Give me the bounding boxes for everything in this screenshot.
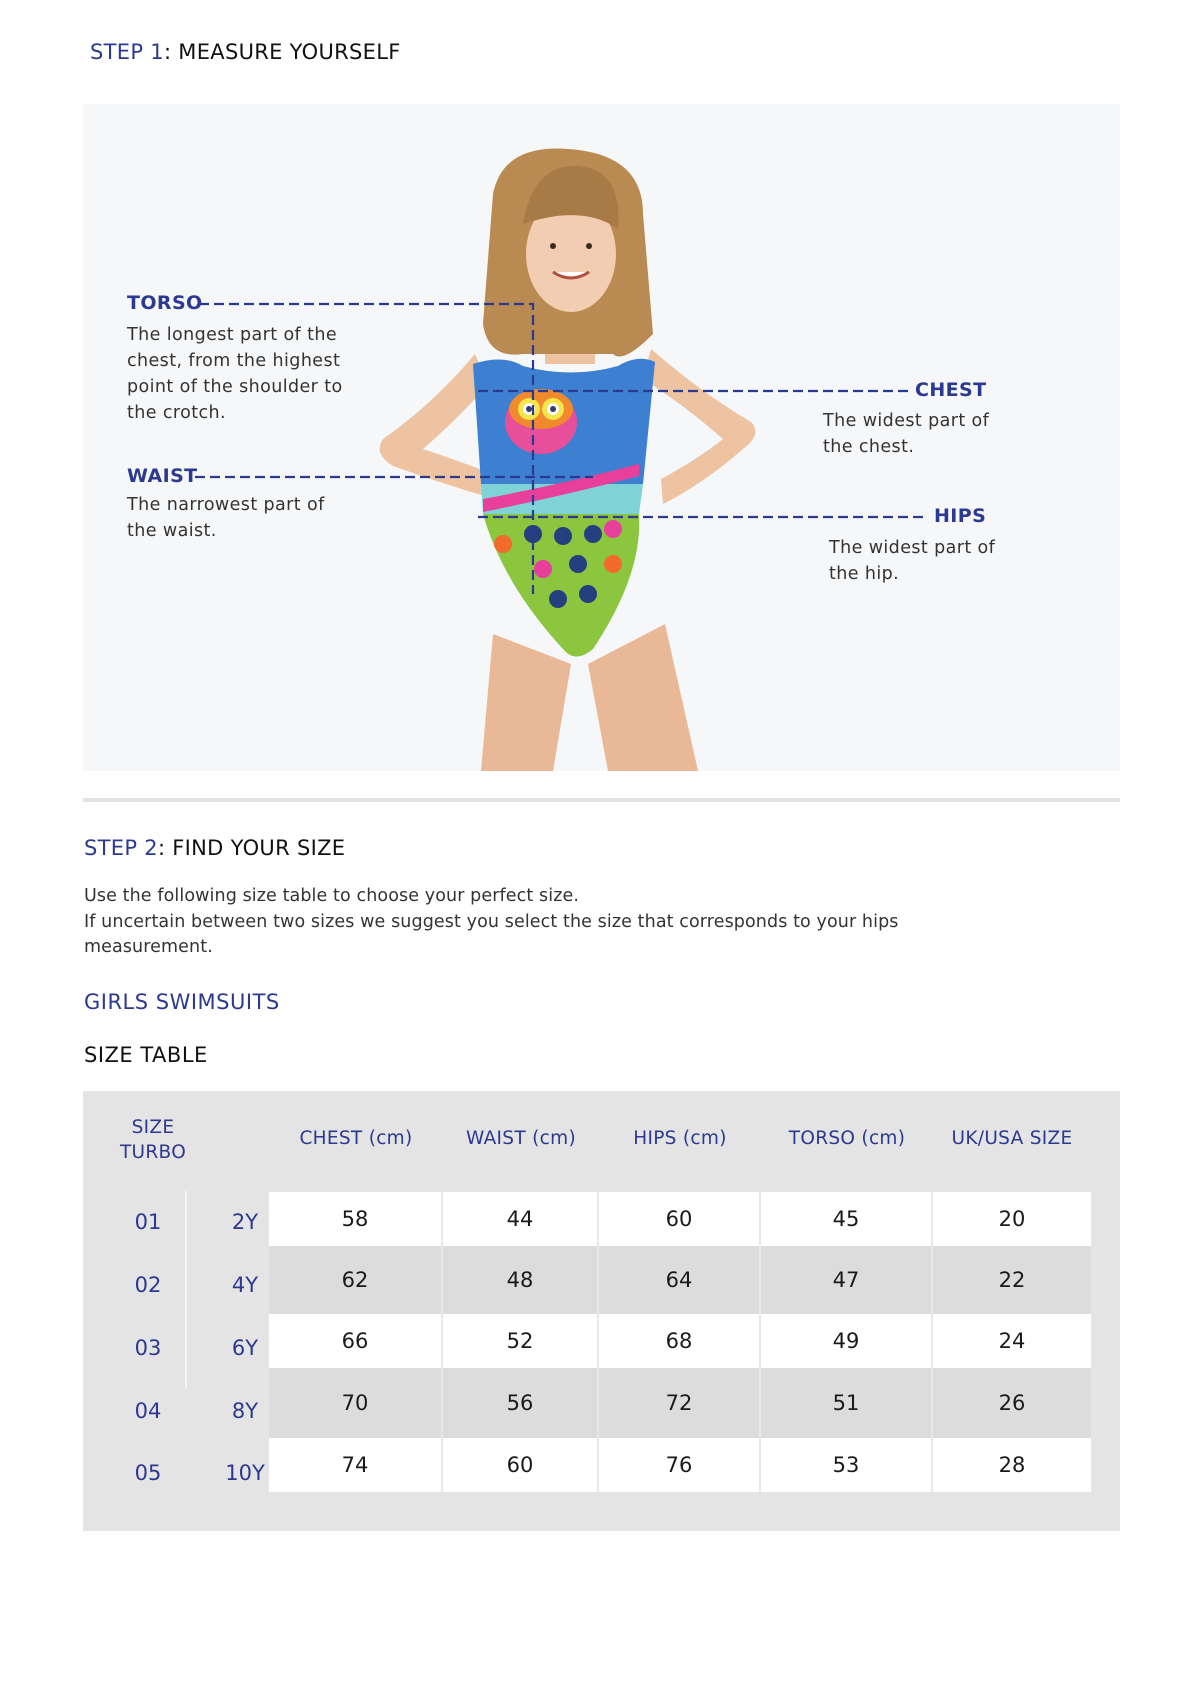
cell-torso: 49 — [761, 1314, 933, 1368]
cell-hips: 68 — [599, 1314, 761, 1368]
row-size-id: 05 — [134, 1461, 162, 1485]
instruction-line-1: Use the following size table to choose your perfect size. — [84, 886, 580, 906]
cell-torso: 47 — [761, 1246, 933, 1314]
header-size-turbo — [103, 1115, 203, 1165]
row-size-age: 10Y — [225, 1461, 265, 1485]
chest-description: The widest part of the chest. — [823, 411, 990, 457]
row-size-id: 02 — [134, 1273, 162, 1297]
cell-uk-usa: 24 — [998, 1329, 1026, 1353]
header-waist: WAIST (cm) — [466, 1128, 576, 1149]
hips-description: The widest part of the hip. — [829, 538, 996, 584]
product-category-heading: GIRLS SWIMSUITS — [84, 990, 280, 1014]
measurement-figure — [83, 104, 1120, 771]
table-row — [269, 1314, 1091, 1368]
cell-torso: 45 — [761, 1192, 933, 1246]
cell-waist: 48 — [443, 1246, 599, 1314]
hips-label: HIPS — [934, 505, 987, 527]
step-1-text: : MEASURE YOURSELF — [163, 40, 401, 64]
instruction-line-2: If uncertain between two sizes we suggest you select the size that corresponds to your hips measurement. — [84, 911, 899, 957]
step-2-text: : FIND YOUR SIZE — [157, 836, 346, 860]
row-size-id: 01 — [134, 1210, 162, 1234]
torso-description: The longest part of the chest, from the highest point of the shoulder to the crotch. — [127, 325, 343, 423]
row-size-age: 2Y — [231, 1210, 259, 1234]
cell-waist: 44 — [443, 1192, 599, 1246]
size-table — [83, 1091, 1120, 1531]
section-divider — [83, 798, 1120, 802]
cell-chest: 62 — [269, 1246, 443, 1314]
cell-chest: 74 — [269, 1438, 443, 1492]
row-size-id: 03 — [134, 1336, 162, 1360]
cell-waist: 60 — [443, 1438, 599, 1492]
cell-waist: 52 — [443, 1314, 599, 1368]
size-instructions — [84, 884, 984, 961]
header-size-line2: TURBO — [119, 1142, 187, 1163]
header-uk-usa-size: UK/USA SIZE — [951, 1128, 1073, 1149]
torso-label: TORSO — [127, 292, 203, 314]
cell-chest: 58 — [269, 1192, 443, 1246]
table-row — [269, 1368, 1091, 1438]
step-1-title — [90, 40, 401, 64]
step-2-title — [84, 836, 345, 860]
row-size-age: 4Y — [231, 1273, 259, 1297]
cell-torso: 51 — [761, 1368, 933, 1438]
cell-uk-usa: 28 — [998, 1453, 1026, 1477]
waist-description: The narrowest part of the waist. — [127, 495, 325, 541]
header-chest: CHEST (cm) — [299, 1128, 413, 1149]
chest-label: CHEST — [915, 379, 987, 401]
header-torso: TORSO (cm) — [788, 1128, 906, 1149]
cell-waist: 56 — [443, 1368, 599, 1438]
step-1-number: STEP 1 — [90, 40, 164, 64]
cell-hips: 60 — [599, 1192, 761, 1246]
cell-hips: 64 — [599, 1246, 761, 1314]
waist-label: WAIST — [127, 465, 198, 487]
row-size-id: 04 — [134, 1399, 162, 1423]
size-table-heading: SIZE TABLE — [84, 1043, 208, 1067]
cell-hips: 76 — [599, 1438, 761, 1492]
header-hips: HIPS (cm) — [633, 1128, 727, 1149]
cell-uk-usa: 22 — [998, 1268, 1026, 1292]
table-row — [269, 1246, 1091, 1314]
cell-hips: 72 — [599, 1368, 761, 1438]
cell-torso: 53 — [761, 1438, 933, 1492]
table-row — [269, 1192, 1091, 1246]
cell-uk-usa: 20 — [998, 1207, 1026, 1231]
table-row — [269, 1438, 1091, 1492]
step-2-number: STEP 2 — [84, 836, 158, 860]
header-size-line1: SIZE — [131, 1117, 175, 1138]
row-size-age: 6Y — [231, 1336, 259, 1360]
cell-uk-usa: 26 — [998, 1391, 1026, 1415]
cell-chest: 70 — [269, 1368, 443, 1438]
row-size-age: 8Y — [231, 1399, 259, 1423]
cell-chest: 66 — [269, 1314, 443, 1368]
